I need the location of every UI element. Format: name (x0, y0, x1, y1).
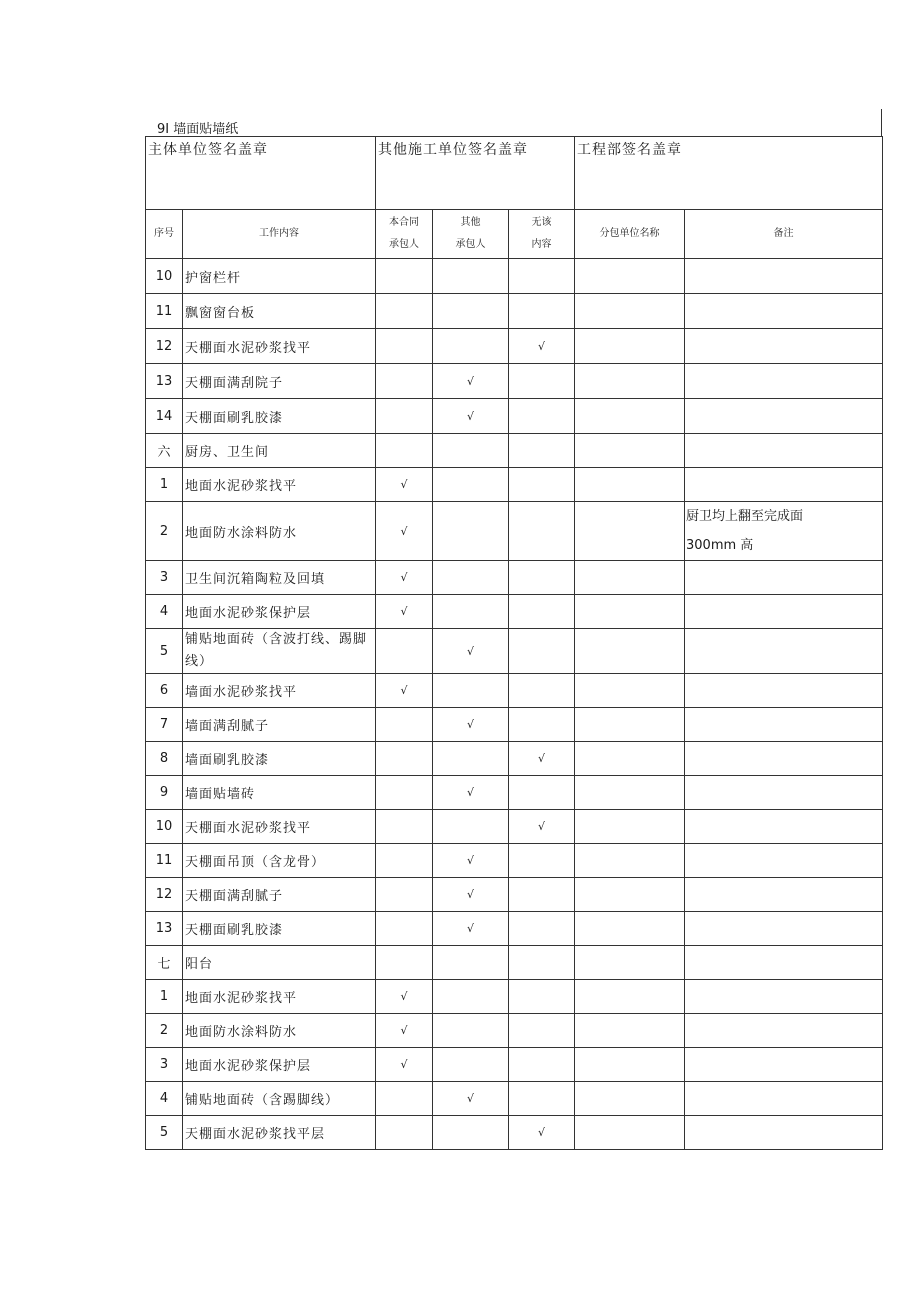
table-row (146, 399, 883, 434)
row-number: 2 (146, 502, 183, 561)
row-remarks-cell[interactable] (685, 1048, 883, 1082)
row-this-cell[interactable] (376, 259, 433, 294)
row-work-content: 地面防水涂料防水 (183, 502, 376, 561)
row-work-content: 护窗栏杆 (183, 259, 376, 294)
row-sub-unit-cell[interactable] (575, 629, 685, 674)
row-sub-unit-cell[interactable] (575, 742, 685, 776)
row-this-cell[interactable] (376, 776, 433, 810)
row-other-cell[interactable] (433, 1014, 509, 1048)
other-unit-signature-label: 其他施工单位签名盖章 (378, 142, 528, 158)
row-work-content: 地面水泥砂浆保护层 (183, 595, 376, 629)
row-remarks-cell[interactable] (685, 912, 883, 946)
row-none-cell[interactable] (509, 1082, 575, 1116)
table-row (146, 878, 883, 912)
row-number: 11 (146, 844, 183, 878)
main-unit-signature-cell[interactable] (146, 137, 376, 210)
header-seq-text: 序号 (154, 228, 174, 239)
row-remarks-cell[interactable] (685, 294, 883, 329)
table-row (146, 980, 883, 1014)
row-sub-unit-cell[interactable] (575, 1048, 685, 1082)
main-unit-signature-label: 主体单位签名盖章 (148, 142, 268, 158)
table-row (146, 561, 883, 595)
row-other-cell[interactable] (433, 878, 509, 912)
row-number: 5 (146, 1116, 183, 1150)
row-work-content: 墙面贴墙砖 (183, 776, 376, 810)
row-none-cell[interactable] (509, 1048, 575, 1082)
row-other-cell[interactable] (433, 980, 509, 1014)
row-work-content: 天棚面满刮腻子 (183, 878, 376, 912)
check-mark-icon: √ (400, 1058, 408, 1071)
row-this-cell[interactable] (376, 561, 433, 595)
row-sub-unit-cell[interactable] (575, 468, 685, 502)
row-number: 3 (146, 561, 183, 595)
table-row (146, 1014, 883, 1048)
row-work-content: 天棚面刷乳胶漆 (183, 912, 376, 946)
row-sub-unit-cell[interactable] (575, 329, 685, 364)
table-row (146, 708, 883, 742)
check-mark-icon: √ (537, 1126, 545, 1139)
row-other-cell[interactable] (433, 595, 509, 629)
table-row (146, 259, 883, 294)
row-none-cell[interactable] (509, 468, 575, 502)
row-other-cell[interactable] (433, 912, 509, 946)
row-work-content: 天棚面水泥砂浆找平 (183, 810, 376, 844)
row-number: 5 (146, 629, 183, 674)
header-other-contractor-l2: 承包人 (455, 239, 486, 250)
header-remarks-text: 备注 (773, 228, 794, 239)
row-work-content: 地面防水涂料防水 (183, 1014, 376, 1048)
row-work-content: 地面水泥砂浆找平 (183, 468, 376, 502)
table-row (146, 742, 883, 776)
row-sub-unit-cell[interactable] (575, 1014, 685, 1048)
row-none-cell[interactable] (509, 878, 575, 912)
row-number: 10 (146, 810, 183, 844)
row-number: 2 (146, 1014, 183, 1048)
row-this-cell[interactable] (376, 329, 433, 364)
row-number: 14 (146, 399, 183, 434)
header-other-contractor (433, 210, 509, 259)
row-number: 12 (146, 329, 183, 364)
table-row (146, 912, 883, 946)
header-none (509, 210, 575, 259)
row-none-cell[interactable] (509, 912, 575, 946)
row-none-cell[interactable] (509, 434, 575, 468)
engineering-dept-signature-cell[interactable] (575, 137, 883, 210)
row-other-cell[interactable] (433, 364, 509, 399)
row-remarks-cell[interactable] (685, 329, 883, 364)
row-remarks-cell[interactable] (685, 878, 883, 912)
row-work-content: 阳台 (183, 946, 376, 980)
row-this-cell[interactable] (376, 1116, 433, 1150)
table-row (146, 502, 883, 561)
row-none-cell[interactable] (509, 561, 575, 595)
row-work-content: 飘窗窗台板 (183, 294, 376, 329)
check-mark-icon: √ (537, 820, 545, 833)
row-work-content: 天棚面满刮院子 (183, 364, 376, 399)
check-mark-icon: √ (466, 718, 474, 731)
header-this-contractor-l1: 本合同 (389, 217, 419, 228)
row-work-content: 天棚面水泥砂浆找平层 (183, 1116, 376, 1150)
row-sub-unit-cell[interactable] (575, 399, 685, 434)
row-sub-unit-cell[interactable] (575, 776, 685, 810)
row-number: 13 (146, 364, 183, 399)
row-sub-unit-cell[interactable] (575, 259, 685, 294)
row-sub-unit-cell[interactable] (575, 810, 685, 844)
row-none-cell[interactable] (509, 399, 575, 434)
row-other-cell[interactable] (433, 708, 509, 742)
row-sub-unit-cell[interactable] (575, 844, 685, 878)
row-work-content: 天棚面刷乳胶漆 (183, 399, 376, 434)
check-mark-icon: √ (466, 409, 474, 423)
row-none-cell[interactable] (509, 980, 575, 1014)
row-this-cell[interactable] (376, 399, 433, 434)
row-number: 3 (146, 1048, 183, 1082)
check-mark-icon: √ (466, 854, 474, 867)
row-this-cell[interactable] (376, 1082, 433, 1116)
row-number: 4 (146, 1082, 183, 1116)
row-other-cell[interactable] (433, 1082, 509, 1116)
row-this-cell[interactable] (376, 674, 433, 708)
row-sub-unit-cell[interactable] (575, 674, 685, 708)
row-number: 1 (146, 980, 183, 1014)
row-this-cell[interactable] (376, 980, 433, 1014)
row-sub-unit-cell[interactable] (575, 595, 685, 629)
section-title-row (145, 109, 882, 136)
row-none-cell[interactable] (509, 294, 575, 329)
row-remarks-cell[interactable] (685, 708, 883, 742)
row-this-cell[interactable] (376, 364, 433, 399)
row-this-cell[interactable] (376, 742, 433, 776)
row-this-cell[interactable] (376, 946, 433, 980)
header-other-contractor-l1: 其他 (460, 217, 481, 228)
check-mark-icon: √ (400, 684, 408, 697)
check-mark-icon: √ (400, 1024, 408, 1037)
check-mark-icon: √ (400, 990, 408, 1003)
row-number: 6 (146, 674, 183, 708)
row-work-content: 卫生间沉箱陶粒及回填 (183, 561, 376, 595)
row-this-cell[interactable] (376, 844, 433, 878)
header-content-text: 工作内容 (259, 228, 299, 239)
table-row (146, 1082, 883, 1116)
row-remarks-cell[interactable] (685, 674, 883, 708)
row-remarks-cell[interactable] (685, 742, 883, 776)
signature-row (146, 137, 883, 210)
row-none-cell[interactable] (509, 946, 575, 980)
check-mark-icon: √ (537, 339, 545, 353)
row-other-cell[interactable] (433, 629, 509, 674)
check-mark-icon: √ (400, 605, 408, 618)
row-remarks-cell[interactable] (685, 629, 883, 674)
row-remarks-cell[interactable] (685, 434, 883, 468)
row-this-cell[interactable] (376, 708, 433, 742)
header-sub-unit (575, 210, 685, 259)
table-row (146, 946, 883, 980)
row-this-cell[interactable] (376, 595, 433, 629)
header-none-l1: 无该 (531, 217, 552, 228)
header-this-contractor (376, 210, 433, 259)
table-row (146, 776, 883, 810)
row-sub-unit-cell[interactable] (575, 946, 685, 980)
row-this-cell[interactable] (376, 912, 433, 946)
row-work-content: 地面水泥砂浆保护层 (183, 1048, 376, 1082)
row-remarks-cell[interactable] (685, 1082, 883, 1116)
section-title: 9I 墙面贴墙纸 (157, 122, 239, 137)
header-seq (146, 210, 183, 259)
row-none-cell[interactable] (509, 502, 575, 561)
row-sub-unit-cell[interactable] (575, 364, 685, 399)
row-sub-unit-cell[interactable] (575, 708, 685, 742)
row-none-cell[interactable] (509, 844, 575, 878)
row-number: 12 (146, 878, 183, 912)
row-none-cell[interactable] (509, 674, 575, 708)
engineering-dept-signature-label: 工程部签名盖章 (577, 142, 682, 158)
table-row (146, 629, 883, 674)
header-row (146, 210, 883, 259)
row-none-cell[interactable] (509, 810, 575, 844)
row-number: 1 (146, 468, 183, 502)
row-none-cell[interactable] (509, 742, 575, 776)
row-other-cell[interactable] (433, 468, 509, 502)
row-this-cell[interactable] (376, 1014, 433, 1048)
header-none-l2: 内容 (531, 239, 552, 250)
row-remarks-cell[interactable] (685, 561, 883, 595)
row-work-content: 天棚面吊顶（含龙骨） (183, 844, 376, 878)
row-none-cell[interactable] (509, 1116, 575, 1150)
row-number: 7 (146, 708, 183, 742)
row-other-cell[interactable] (433, 259, 509, 294)
row-none-cell[interactable] (509, 329, 575, 364)
check-mark-icon: √ (466, 888, 474, 901)
row-none-cell[interactable] (509, 708, 575, 742)
row-other-cell[interactable] (433, 674, 509, 708)
row-sub-unit-cell[interactable] (575, 912, 685, 946)
row-other-cell[interactable] (433, 810, 509, 844)
table-row (146, 595, 883, 629)
row-other-cell[interactable] (433, 502, 509, 561)
row-this-cell[interactable] (376, 810, 433, 844)
row-sub-unit-cell[interactable] (575, 294, 685, 329)
table-row (146, 329, 883, 364)
check-mark-icon: √ (400, 478, 408, 491)
row-work-content: 厨房、卫生间 (183, 434, 376, 468)
table-row (146, 468, 883, 502)
row-remarks-cell[interactable] (685, 776, 883, 810)
row-this-cell[interactable] (376, 434, 433, 468)
table-row (146, 1048, 883, 1082)
check-mark-icon: √ (466, 1092, 474, 1105)
row-remarks-cell[interactable] (685, 1116, 883, 1150)
header-this-contractor-l2: 承包人 (389, 239, 419, 250)
row-this-cell[interactable] (376, 502, 433, 561)
row-other-cell[interactable] (433, 434, 509, 468)
row-sub-unit-cell[interactable] (575, 502, 685, 561)
table-row (146, 364, 883, 399)
row-work-content: 铺贴地面砖（含踢脚线） (183, 1082, 376, 1116)
table-row (146, 1116, 883, 1150)
work-scope-sheet (145, 109, 882, 1150)
check-mark-icon: √ (400, 524, 408, 538)
check-mark-icon: √ (400, 571, 408, 584)
row-other-cell[interactable] (433, 1116, 509, 1150)
row-other-cell[interactable] (433, 294, 509, 329)
row-number: 4 (146, 595, 183, 629)
row-other-cell[interactable] (433, 844, 509, 878)
row-none-cell[interactable] (509, 1014, 575, 1048)
row-sub-unit-cell[interactable] (575, 980, 685, 1014)
header-content (183, 210, 376, 259)
row-none-cell[interactable] (509, 776, 575, 810)
row-remarks-cell[interactable] (685, 595, 883, 629)
row-other-cell[interactable] (433, 399, 509, 434)
row-other-cell[interactable] (433, 1048, 509, 1082)
row-work-content: 墙面刷乳胶漆 (183, 742, 376, 776)
row-none-cell[interactable] (509, 595, 575, 629)
row-other-cell[interactable] (433, 946, 509, 980)
row-remarks-cell[interactable] (685, 1014, 883, 1048)
row-remarks-cell[interactable] (685, 946, 883, 980)
row-remarks-cell[interactable] (685, 844, 883, 878)
row-sub-unit-cell[interactable] (575, 1082, 685, 1116)
row-work-content: 地面水泥砂浆找平 (183, 980, 376, 1014)
row-this-cell[interactable] (376, 1048, 433, 1082)
row-remarks-cell[interactable] (685, 502, 883, 561)
row-none-cell[interactable] (509, 364, 575, 399)
check-mark-icon: √ (466, 644, 474, 658)
table-row (146, 810, 883, 844)
other-unit-signature-cell[interactable] (376, 137, 575, 210)
row-other-cell[interactable] (433, 329, 509, 364)
row-other-cell[interactable] (433, 742, 509, 776)
remark-line-1: 厨卫均上翻至完成面 (686, 509, 804, 524)
table-row (146, 294, 883, 329)
row-remarks-cell[interactable] (685, 810, 883, 844)
row-this-cell[interactable] (376, 468, 433, 502)
row-number: 七 (146, 946, 183, 980)
row-sub-unit-cell[interactable] (575, 434, 685, 468)
table-row (146, 434, 883, 468)
scope-table (145, 136, 883, 1150)
row-none-cell[interactable] (509, 629, 575, 674)
row-sub-unit-cell[interactable] (575, 1116, 685, 1150)
row-remarks-cell[interactable] (685, 980, 883, 1014)
row-remarks-cell[interactable] (685, 399, 883, 434)
remark-line-2: 300mm 高 (686, 538, 754, 553)
row-number: 六 (146, 434, 183, 468)
row-number: 9 (146, 776, 183, 810)
row-other-cell[interactable] (433, 776, 509, 810)
row-remarks-cell[interactable] (685, 259, 883, 294)
row-work-content: 天棚面水泥砂浆找平 (183, 329, 376, 364)
check-mark-icon: √ (466, 786, 474, 799)
row-this-cell[interactable] (376, 294, 433, 329)
check-mark-icon: √ (466, 374, 474, 388)
row-sub-unit-cell[interactable] (575, 878, 685, 912)
row-this-cell[interactable] (376, 629, 433, 674)
row-number: 10 (146, 259, 183, 294)
row-work-content: 铺贴地面砖（含波打线、踢脚线） (183, 629, 376, 674)
row-remarks-cell[interactable] (685, 364, 883, 399)
header-sub-unit-text: 分包单位名称 (599, 228, 660, 239)
table-row (146, 674, 883, 708)
row-this-cell[interactable] (376, 878, 433, 912)
row-remarks-cell[interactable] (685, 468, 883, 502)
row-number: 8 (146, 742, 183, 776)
row-work-content: 墙面满刮腻子 (183, 708, 376, 742)
row-other-cell[interactable] (433, 561, 509, 595)
check-mark-icon: √ (466, 922, 474, 935)
header-remarks (685, 210, 883, 259)
row-number: 13 (146, 912, 183, 946)
row-none-cell[interactable] (509, 259, 575, 294)
row-work-content: 墙面水泥砂浆找平 (183, 674, 376, 708)
row-number: 11 (146, 294, 183, 329)
row-sub-unit-cell[interactable] (575, 561, 685, 595)
check-mark-icon: √ (537, 752, 545, 765)
table-row (146, 844, 883, 878)
